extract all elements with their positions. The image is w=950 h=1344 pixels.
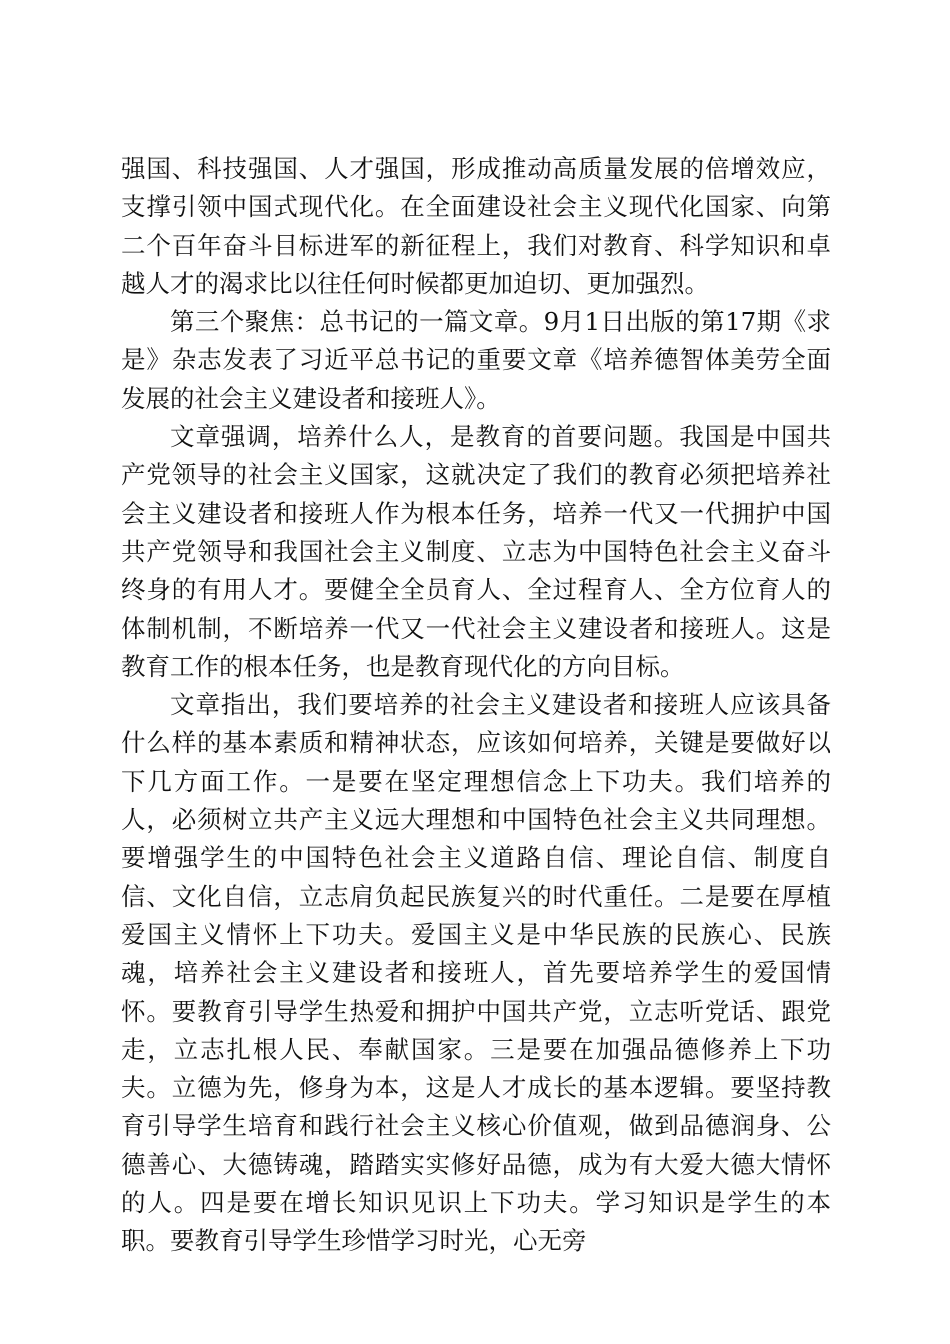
paragraph-1: 强国、科技强国、人才强国，形成推动高质量发展的倍增效应，支撑引领中国式现代化。在全面建设社会主义现代化国家、向第二个百年奋斗目标进军的新征程上，我们对教育、科学知识和卓越人才的渴求比以往任何时候都更加迫切、更加强烈。 — [121, 154, 831, 298]
document-body — [121, 150, 831, 1261]
paragraph-3: 文章强调，培养什么人，是教育的首要问题。我国是中国共产党领导的社会主义国家，这就决定了我们的教育必须把培养社会主义建设者和接班人作为根本任务，培养一代又一代拥护中国共产党领导和我国社会主义制度、立志为中国特色社会主义奋斗终身的有用人才。要健全全员育人、全过程育人、全方位育人的体制机制，不断培养一代又一代社会主义建设者和接班人。这是教育工作的根本任务，也是教育现代化的方向目标。 — [121, 422, 831, 681]
paragraph-4: 文章指出，我们要培养的社会主义建设者和接班人应该具备什么样的基本素质和精神状态，应该如何培养，关键是要做好以下几方面工作。一是要在坚定理想信念上下功夫。我们培养的人，必须树立共产主义远大理想和中国特色社会主义共同理想。要增强学生的中国特色社会主义道路自信、理论自信、制度自信、文化自信，立志肩负起民族复兴的时代重任。二是要在厚植爱国主义情怀上下功夫。爱国主义是中华民族的民族心、民族魂，培养社会主义建设者和接班人，首先要培养学生的爱国情怀。要教育引导学生热爱和拥护中国共产党，立志听党话、跟党走，立志扎根人民、奉献国家。三是要在加强品德修养上下功夫。立德为先，修身为本，这是人才成长的基本逻辑。要坚持教育引导学生培育和践行社会主义核心价值观，做到品德润身、公德善心、大德铸魂，踏踏实实修好品德，成为有大爱大德大情怀的人。四是要在增长知识见识上下功夫。学习知识是学生的本职。要教育引导学生珍惜学习时光，心无旁 — [121, 690, 831, 1256]
paragraph-2: 第三个聚焦：总书记的一篇文章。9月1日出版的第17期《求是》杂志发表了习近平总书记的重要文章《培养德智体美劳全面发展的社会主义建设者和接班人》。 — [121, 307, 831, 413]
